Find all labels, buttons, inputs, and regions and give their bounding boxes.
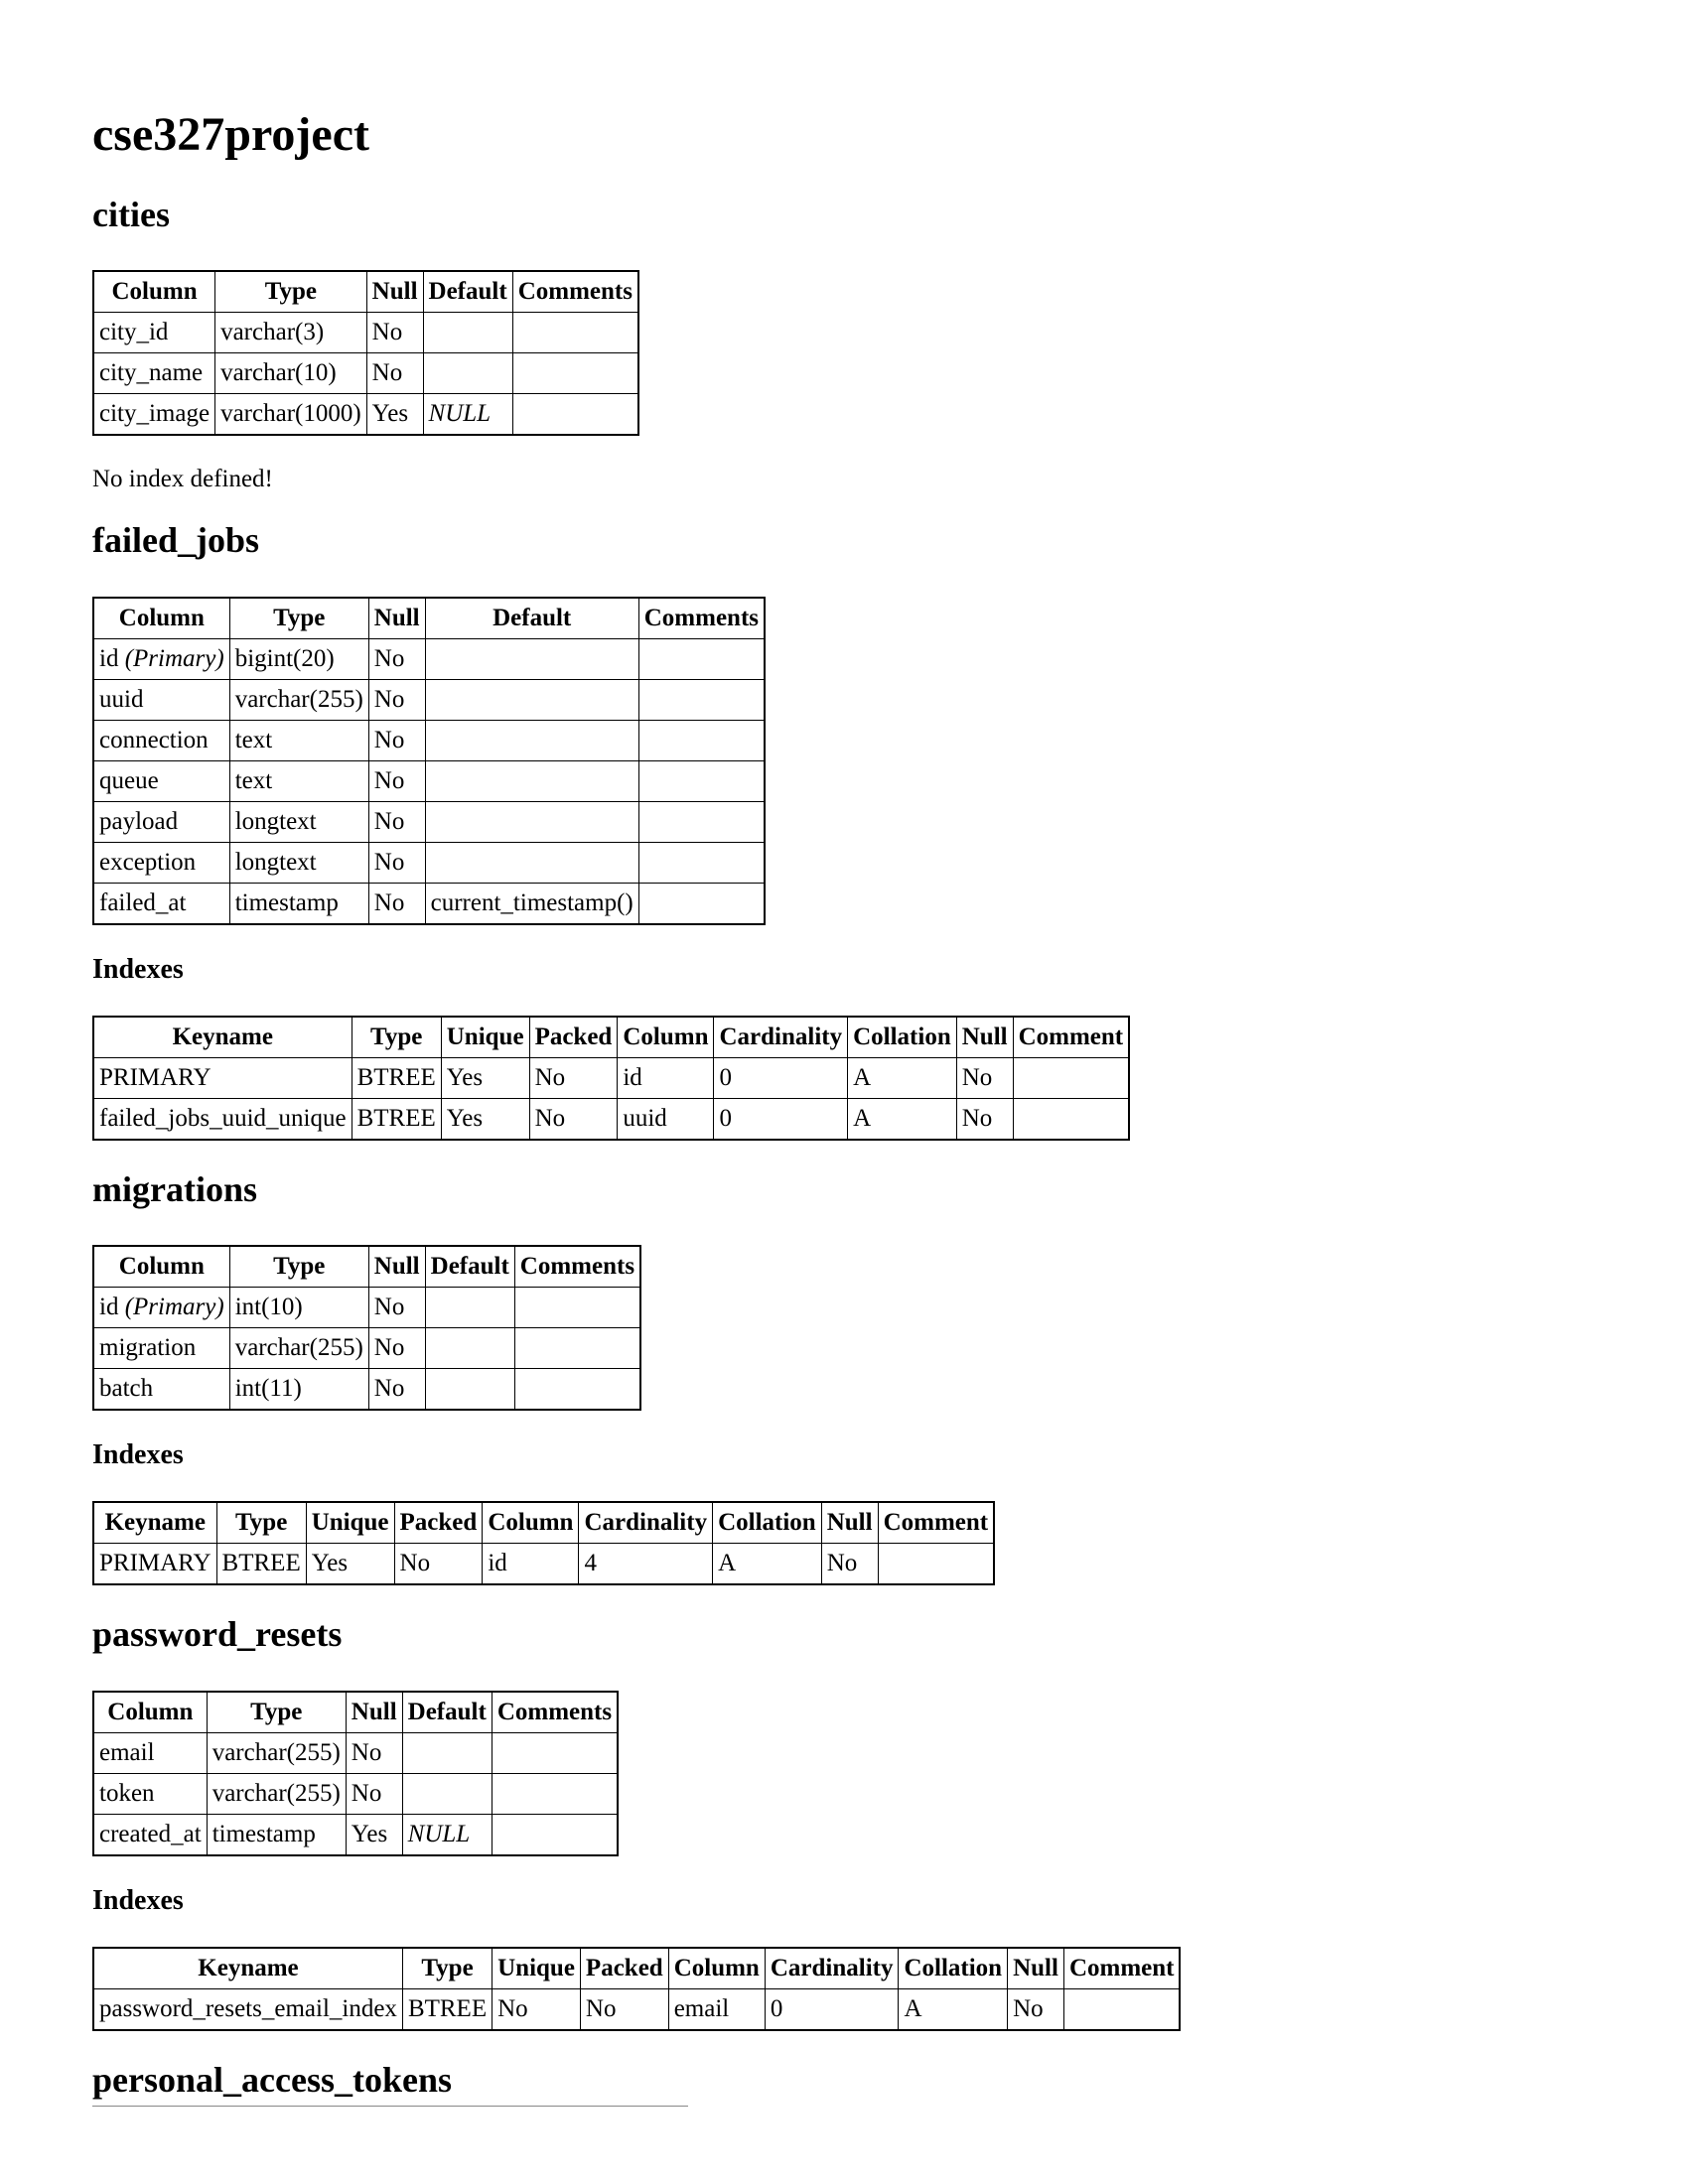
null-cell: No [366,313,423,353]
indexes-table-password-resets [92,1947,1181,2031]
column-header: Default [425,598,638,639]
no-index-note: No index defined! [92,466,273,493]
type-cell: int(11) [229,1369,368,1411]
index-keyname-cell: PRIMARY [93,1057,352,1098]
index-keyname-cell: failed_jobs_uuid_unique [93,1098,352,1140]
index-unique-cell: Yes [441,1098,529,1140]
column-name-cell [93,842,229,883]
comments-cell [514,1369,640,1411]
column-name: city_image [99,400,211,428]
index-null-cell: No [956,1098,1013,1140]
table-row [93,842,765,883]
column-name-cell [93,1369,229,1411]
default-cell [423,353,512,394]
default-cell: NULL [423,394,512,436]
column-name: batch [99,1375,154,1403]
index-column-cell: uuid [618,1098,714,1140]
header-row [93,1017,1129,1058]
database-title: cse327project [92,108,369,161]
type-cell: longtext [229,801,368,842]
index-type-cell: BTREE [352,1098,441,1140]
column-name: city_name [99,359,204,387]
column-name-cell [93,1814,207,1855]
type-cell: int(10) [229,1288,368,1328]
type-cell: varchar(255) [207,1732,346,1773]
table-row [93,801,765,842]
index-header: Packed [394,1502,483,1544]
indexes-title: Indexes [92,1884,184,1916]
column-header: Column [93,1246,229,1288]
index-collation-cell: A [899,1988,1008,2030]
column-name-cell [93,1288,229,1328]
column-header: Comments [512,271,638,313]
index-header: Type [352,1017,441,1058]
section-password-resets [92,1615,1641,2030]
column-name-cell [93,353,215,394]
type-cell: timestamp [207,1814,346,1855]
primary-marker: (Primary) [124,1294,224,1321]
column-header: Type [207,1692,346,1733]
index-header: Unique [492,1948,581,1989]
columns-table-password-resets [92,1691,619,1856]
table-sections [92,196,1641,2031]
column-header: Type [229,598,368,639]
table-title-personal-access-tokens: personal_access_tokens [92,2059,452,2100]
column-header: Default [402,1692,492,1733]
table-row [93,1773,618,1814]
column-name: email [99,1738,155,1766]
comments-cell [638,720,765,760]
section-cities [92,196,1641,494]
column-header: Comments [638,598,765,639]
column-header: Type [215,271,367,313]
table-row [93,883,765,924]
table-row [93,1544,994,1585]
header-row [93,271,638,313]
default-cell [425,1369,514,1411]
index-null-cell: No [821,1544,878,1585]
type-cell: bigint(20) [229,638,368,679]
column-name-cell [93,679,229,720]
table-row [93,353,638,394]
type-cell: varchar(3) [215,313,367,353]
null-cell: Yes [346,1814,402,1855]
index-header: Null [1008,1948,1064,1989]
null-cell: No [366,353,423,394]
type-cell: varchar(10) [215,353,367,394]
null-cell: No [368,1288,425,1328]
index-comment-cell [1013,1098,1129,1140]
column-header: Column [93,598,229,639]
indexes-title: Indexes [92,953,184,985]
type-cell: varchar(255) [207,1773,346,1814]
index-header: Comment [1013,1017,1129,1058]
index-column-cell: id [618,1057,714,1098]
table-row [93,1732,618,1773]
default-cell [425,760,638,801]
index-collation-cell: A [713,1544,822,1585]
index-comment-cell [1063,1988,1180,2030]
index-type-cell: BTREE [216,1544,306,1585]
comments-cell [638,638,765,679]
null-cell: No [368,1328,425,1369]
type-cell: varchar(255) [229,1328,368,1369]
column-name: id [99,644,119,672]
index-keyname-cell: PRIMARY [93,1544,216,1585]
default-cell: NULL [402,1814,492,1855]
table-row [93,394,638,436]
section-failed-jobs [92,521,1641,1140]
column-name: connection [99,726,209,753]
column-header: Column [93,271,215,313]
indexes-table-migrations [92,1501,995,1585]
table-row [93,1988,1180,2030]
table-title-failed-jobs: failed_jobs [92,520,260,561]
null-cell: No [368,720,425,760]
index-collation-cell: A [848,1057,957,1098]
table-row [93,1098,1129,1140]
document [92,109,1641,2107]
type-cell: varchar(255) [229,679,368,720]
table-row [93,1369,640,1411]
type-cell: text [229,760,368,801]
column-header: Null [346,1692,402,1733]
column-name: payload [99,807,179,835]
column-header: Column [93,1692,207,1733]
index-header: Null [956,1017,1013,1058]
default-cell [425,638,638,679]
primary-marker: (Primary) [124,644,224,672]
null-cell: No [368,679,425,720]
index-cardinality-cell: 0 [714,1098,848,1140]
default-cell [425,842,638,883]
table-row [93,1814,618,1855]
index-header: Unique [441,1017,529,1058]
table-row [93,760,765,801]
column-name-cell [93,883,229,924]
table-title-cities: cities [92,194,170,234]
index-cardinality-cell: 0 [714,1057,848,1098]
column-header: Comments [514,1246,640,1288]
index-header: Packed [580,1948,668,1989]
column-name-cell [93,801,229,842]
column-name: queue [99,766,159,794]
index-header: Keyname [93,1948,402,1989]
comments-cell [514,1288,640,1328]
index-cardinality-cell: 4 [579,1544,713,1585]
index-header: Packed [529,1017,618,1058]
column-name: uuid [99,685,144,713]
column-name: failed_at [99,888,187,916]
column-header: Default [425,1246,514,1288]
default-cell [402,1773,492,1814]
column-name-cell [93,1328,229,1369]
null-cell: No [368,842,425,883]
index-comment-cell [878,1544,994,1585]
table-title-password-resets: password_resets [92,1614,343,1655]
index-type-cell: BTREE [352,1057,441,1098]
table-row [93,1057,1129,1098]
comments-cell [492,1814,618,1855]
index-null-cell: No [956,1057,1013,1098]
comments-cell [638,842,765,883]
column-name-cell [93,760,229,801]
header-row [93,1692,618,1733]
null-cell: No [368,883,425,924]
index-header: Null [821,1502,878,1544]
comments-cell [512,353,638,394]
default-cell [402,1732,492,1773]
column-header: Null [366,271,423,313]
default-cell [425,1288,514,1328]
column-name-cell [93,1732,207,1773]
table-title-migrations: migrations [92,1168,257,1209]
index-header: Comment [1063,1948,1180,1989]
indexes-title: Indexes [92,1439,184,1471]
columns-table-cities [92,270,639,436]
comments-cell [638,760,765,801]
comments-cell [512,313,638,353]
header-row [93,1948,1180,1989]
header-row [93,598,765,639]
section-migrations [92,1170,1641,1585]
index-header: Cardinality [714,1017,848,1058]
null-cell: No [346,1732,402,1773]
column-header: Null [368,598,425,639]
index-header: Column [668,1948,765,1989]
index-type-cell: BTREE [402,1988,492,2030]
index-header: Collation [899,1948,1008,1989]
index-null-cell: No [1008,1988,1064,2030]
null-cell: No [368,801,425,842]
column-name: created_at [99,1820,202,1847]
table-row [93,1288,640,1328]
table-row [93,720,765,760]
index-collation-cell: A [848,1098,957,1140]
index-header: Keyname [93,1017,352,1058]
table-row [93,313,638,353]
table-row [93,679,765,720]
index-header: Keyname [93,1502,216,1544]
column-header: Default [423,271,512,313]
column-name-cell [93,313,215,353]
comments-cell [638,883,765,924]
column-name: city_id [99,319,169,346]
type-cell: longtext [229,842,368,883]
null-cell: No [368,760,425,801]
index-packed-cell: No [529,1057,618,1098]
null-cell: No [368,1369,425,1411]
index-header: Column [618,1017,714,1058]
header-row [93,1502,994,1544]
comments-cell [512,394,638,436]
column-name: migration [99,1334,197,1362]
table-row [93,638,765,679]
null-cell: Yes [366,394,423,436]
comments-cell [492,1732,618,1773]
column-name-cell [93,394,215,436]
header-row [93,1246,640,1288]
column-name-cell [93,1773,207,1814]
default-cell [423,313,512,353]
column-name-cell [93,720,229,760]
default-cell [425,1328,514,1369]
index-header: Type [402,1948,492,1989]
columns-table-failed-jobs [92,597,766,925]
index-header: Collation [713,1502,822,1544]
column-name-cell [93,638,229,679]
index-header: Column [483,1502,579,1544]
index-unique-cell: Yes [441,1057,529,1098]
column-name: exception [99,848,197,876]
index-packed-cell: No [580,1988,668,2030]
comments-cell [638,801,765,842]
default-cell [425,801,638,842]
index-header: Unique [306,1502,394,1544]
columns-table-migrations [92,1245,641,1411]
index-keyname-cell: password_resets_email_index [93,1988,402,2030]
default-cell [425,720,638,760]
type-cell: text [229,720,368,760]
column-header: Null [368,1246,425,1288]
comments-cell [492,1773,618,1814]
index-unique-cell: No [492,1988,581,2030]
column-name: token [99,1779,155,1807]
index-header: Type [216,1502,306,1544]
column-name: id [99,1294,119,1321]
index-unique-cell: Yes [306,1544,394,1585]
default-cell: current_timestamp() [425,883,638,924]
column-header: Type [229,1246,368,1288]
comments-cell [638,679,765,720]
default-cell [425,679,638,720]
index-header: Cardinality [765,1948,899,1989]
comments-cell [514,1328,640,1369]
table-row [93,1328,640,1369]
type-cell: varchar(1000) [215,394,367,436]
page-cutoff-divider [92,2106,688,2107]
index-header: Cardinality [579,1502,713,1544]
index-column-cell: id [483,1544,579,1585]
null-cell: No [346,1773,402,1814]
index-header: Comment [878,1502,994,1544]
index-cardinality-cell: 0 [765,1988,899,2030]
column-header: Comments [492,1692,618,1733]
type-cell: timestamp [229,883,368,924]
indexes-table-failed-jobs [92,1016,1130,1141]
index-packed-cell: No [394,1544,483,1585]
index-comment-cell [1013,1057,1129,1098]
null-cell: No [368,638,425,679]
index-packed-cell: No [529,1098,618,1140]
index-column-cell: email [668,1988,765,2030]
index-header: Collation [848,1017,957,1058]
